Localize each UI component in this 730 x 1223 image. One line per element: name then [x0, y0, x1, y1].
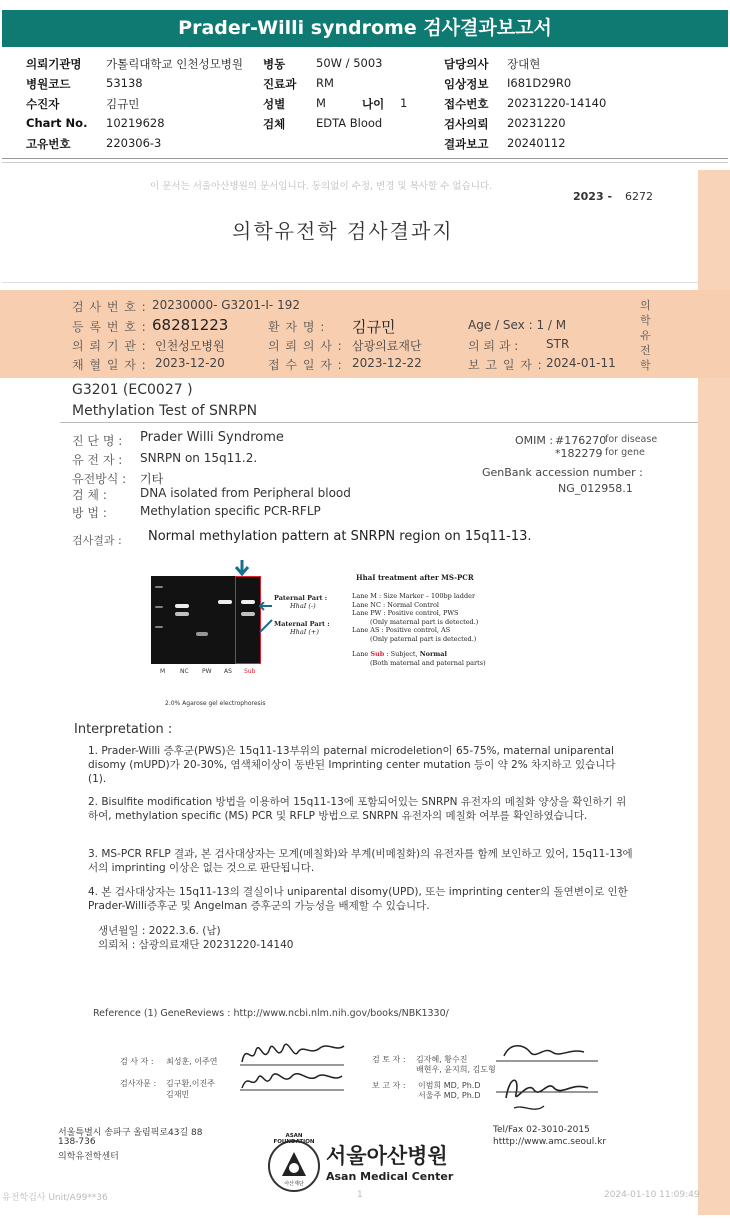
patient-name: 김규민 [352, 318, 396, 336]
legend-sub-pre: Lane [352, 650, 369, 658]
paternal-label: Paternal Part : [274, 594, 328, 602]
advisor: 김구환,이진주 [166, 1079, 215, 1088]
address-3: 의학유전학센터 [58, 1152, 119, 1162]
report-date: 2024-01-11 [546, 356, 616, 370]
label-doctor: 담당의사 [444, 57, 489, 71]
interp-3: 3. MS-PCR RFLP 결과, 본 검사대상자는 모계(메칠화)와 부계(비메칠화)의 유전자를 함께 보인하고 있어, 15q11-13에서의 imprinting 이상은 없는 것으로 판단됩니다. [88, 848, 633, 874]
doc-title: 의학유전학 검사결과지 [232, 219, 454, 243]
reporter: 이범희 MD, Ph.D [418, 1081, 481, 1090]
legend-sub-line [352, 650, 486, 659]
divider [2, 158, 728, 159]
divider [60, 422, 698, 423]
value-patient: 김규민 [106, 97, 140, 111]
lane-as: AS [224, 668, 232, 675]
value-department: RM [316, 76, 334, 90]
genbank-label: GenBank accession number : [482, 466, 643, 479]
gel-band [175, 612, 189, 616]
label-specimen: 검체 [263, 117, 286, 131]
gel-band [175, 604, 189, 608]
result-value: Normal methylation pattern at SNRPN region on 15q11-13. [148, 529, 532, 544]
report-title: Prader-Willi syndrome 검사결과보고서 [2, 10, 728, 47]
ladder-band [155, 586, 163, 588]
value-report-date: 20240112 [507, 136, 566, 150]
value-sex: M [316, 96, 326, 110]
omim-label: OMIM : [515, 434, 554, 447]
unit-id: 유전학검사 Unit/A99**36 [2, 1193, 108, 1203]
label-institution: 의뢰기관명 [26, 57, 82, 71]
interp-4: 4. 본 검사대상자는 15q11-13의 결실이나 uniparental disomy(UPD), 또는 imprinting center의 돌연변이로 인한 Prader-Willi증후군 및 Angelman 증후군의 가능성을 배제할 수 있습니다. [88, 886, 628, 912]
legend-sub: Sub [370, 650, 385, 658]
lane-pw: PW [202, 668, 212, 675]
report-label: 보 고 일 자 : [468, 358, 543, 372]
signature-image [490, 1034, 602, 1122]
legend-line: Lane NC : Normal Control [352, 600, 439, 609]
inst: 인천성모병원 [155, 339, 225, 353]
omim-disease-for: for disease [605, 434, 658, 445]
result-label: 검사결과 : [72, 534, 122, 547]
reg-no-label: 등 록 번 호 : [72, 320, 147, 334]
label-clinical-info: 임상정보 [444, 77, 489, 91]
label-hospital-code: 병원코드 [26, 77, 71, 91]
side-label [640, 298, 654, 373]
doc-no: 6272 [625, 190, 653, 203]
patient-label: 환 자 명 : [268, 320, 326, 334]
copy-notice: 이 문서는 서울아산병원의 문서입니다. 동의없이 수정, 변경 및 복사할 수 없습니다. [150, 181, 493, 192]
label-sex: 성별 [263, 97, 286, 111]
test-code: G3201 (EC0027 ) [72, 382, 193, 398]
lane-sub: Sub [244, 668, 256, 675]
maternal-label: Maternal Part : [274, 620, 330, 628]
reviewer: 김자혜, 황수진 [416, 1055, 468, 1064]
inst-label: 의 뢰 기 관 : [72, 339, 147, 353]
label-unique-no: 고유번호 [26, 137, 71, 151]
value-doctor: 장대현 [507, 57, 541, 71]
divider [2, 162, 728, 163]
interp-title: Interpretation : [74, 722, 173, 737]
value-clinical-info: I681D29R0 [507, 76, 572, 90]
doc-no-year: 2023 - [573, 190, 613, 203]
website: htttp://www.amc.seoul.kr [493, 1137, 607, 1147]
signature-image [236, 1032, 348, 1100]
reviewer-2: 배현우, 윤지희, 김도형 [416, 1065, 496, 1074]
genbank-value: NG_012958.1 [558, 482, 633, 495]
value-unique-no: 220306-3 [106, 136, 162, 150]
address-1: 서울특별시 송파구 올림픽로43길 88 [58, 1128, 203, 1138]
ladder-band [155, 606, 163, 608]
side-char: 학 [640, 359, 651, 372]
hospital-name-kr: 서울아산병원 [326, 1144, 448, 1168]
maternal-enz: HhaI (+) [290, 628, 319, 636]
legend-sub-normal: Normal [419, 650, 447, 658]
inherit-value: 기타 [140, 472, 164, 486]
address-2: 138-736 [58, 1137, 96, 1147]
tel-fax: Tel/Fax 02-3010-2015 [493, 1125, 590, 1135]
legend-line: (Only maternal part is detected.) [370, 617, 479, 626]
lane-m: M [160, 668, 166, 675]
side-char: 유 [640, 329, 651, 342]
label-receipt-no: 접수번호 [444, 97, 489, 111]
ladder-band [155, 626, 163, 628]
value-institution: 가톨릭대학교 인천성모병원 [106, 57, 243, 71]
page-number: 1 [357, 1190, 363, 1200]
collect-label: 채 혈 일 자 : [72, 358, 147, 372]
value-specimen: EDTA Blood [316, 116, 383, 130]
age-sex: Age / Sex : 1 / M [468, 318, 567, 332]
dept-label: 의 뢰 과 : [468, 339, 519, 353]
tester: 최성훈, 이주연 [166, 1057, 218, 1066]
birth-date: 생년월일 : 2022.3.6. (남) [98, 925, 221, 937]
logo-ring-text: ASAN FOUNDATION [273, 1133, 315, 1145]
specimen-value: DNA isolated from Peripheral blood [140, 486, 351, 500]
figure-legend [352, 592, 486, 667]
req-by: 삼광의료재단 [352, 339, 422, 353]
gel-image [151, 576, 261, 664]
omim-gene-for: for gene [605, 447, 645, 458]
value-age: 1 [400, 96, 408, 110]
logo-inner-text: 아산재단 [284, 1181, 304, 1187]
reporter-label: 보 고 자 : [372, 1081, 406, 1090]
requester: 의뢰처 : 삼광의료재단 20231220-14140 [98, 939, 294, 951]
gene-value: SNRPN on 15q11.2. [140, 451, 258, 465]
side-char: 학 [640, 314, 651, 327]
reporter-2: 서울주 MD, Ph.D [418, 1091, 481, 1100]
tester-label: 검 사 자 : [120, 1057, 154, 1066]
paternal-enz: HhaI (-) [290, 602, 316, 610]
divider [2, 282, 700, 283]
legend-title: HhaI treatment after MS-PCR [356, 573, 474, 582]
asan-logo [268, 1133, 320, 1192]
legend-line: (Only paternal part is detected.) [370, 634, 477, 643]
value-hospital-code: 53138 [106, 76, 143, 90]
method-label: 방 법 : [72, 506, 107, 520]
print-timestamp: 2024-01-10 11:09:49 [604, 1190, 700, 1200]
gene-label: 유 전 자 : [72, 453, 123, 467]
omim-disease: #176270 [555, 434, 607, 447]
gel-band [196, 632, 208, 636]
label-ward: 병동 [263, 57, 286, 71]
reviewer-label: 검 토 자 : [372, 1055, 406, 1064]
value-chart-no: 10219628 [106, 116, 165, 130]
method-value: Methylation specific PCR-RFLP [140, 504, 321, 518]
interp-1: 1. Prader-Willi 증후군(PWS)은 15q11-13부위의 paternal microdeletion이 65-75%, maternal uniparental disomy (mUPD)가 20-30%, 염색체이상이 동반된 Imprinting center mutation 등이 약 2% 차지하고 있습니다 (1). [88, 745, 616, 785]
legend-line: Lane AS : Positive control, AS [352, 626, 451, 634]
test-no: 20230000- G3201-I- 192 [152, 298, 300, 312]
omim-gene: *182279 [555, 447, 603, 460]
gel-band [218, 600, 232, 604]
dept: STR [546, 337, 570, 351]
legend-line: Lane PW : Positive control, PWS [352, 609, 459, 617]
reg-no: 68281223 [152, 316, 229, 334]
hospital-name-en: Asan Medical Center [326, 1170, 454, 1183]
req-by-label: 의 뢰 의 사 : [268, 339, 343, 353]
gel-caption: 2.0% Agarose gel electrophoresis [165, 700, 266, 707]
lane-nc: NC [180, 668, 189, 675]
test-no-label: 검 사 번 호 : [72, 300, 147, 314]
legend-sub-post: : Subject, [386, 650, 418, 658]
side-char: 전 [640, 344, 651, 357]
value-receipt-no: 20231220-14140 [507, 96, 607, 110]
label-chart-no: Chart No. [26, 116, 88, 130]
value-request-date: 20231220 [507, 116, 566, 130]
side-char: 의 [640, 299, 651, 312]
test-name: Methylation Test of SNRPN [72, 403, 258, 419]
patient-info-grid [0, 52, 730, 157]
interp-2: 2. Bisulfite modification 방법을 이용하여 15q11-13에 포함되어있는 SNRPN 유전자의 메칠화 양상을 확인하기 위하여, methylation specific (MS) PCR 및 RFLP 방법으로 SNRPN 유전자의 메칠화 여부를 확인하였습니다. [88, 796, 627, 822]
label-patient: 수진자 [26, 97, 60, 111]
legend-line: (Both maternal and paternal parts) [370, 658, 486, 667]
value-ward: 50W / 5003 [316, 56, 383, 70]
label-report-date: 결과보고 [444, 137, 489, 151]
legend-line: Lane M : Size Marker – 100bp ladder [352, 592, 476, 600]
arrow-down-icon [234, 560, 250, 578]
diag-value: Prader Willi Syndrome [140, 430, 284, 445]
recv-label: 접 수 일 자 : [268, 358, 343, 372]
pointer-arrows [258, 602, 274, 638]
advisor-2: 김재민 [166, 1090, 190, 1099]
reference: Reference (1) GeneReviews : http://www.ncbi.nlm.nih.gov/books/NBK1330/ [93, 1008, 449, 1019]
advisor-label: 검사자문 : [120, 1079, 157, 1088]
scanned-report [0, 170, 730, 1215]
diag-label: 진 단 명 : [72, 434, 123, 448]
label-department: 진료과 [263, 77, 297, 91]
label-age: 나이 [362, 97, 385, 111]
collect-date: 2023-12-20 [155, 356, 225, 370]
label-request-date: 검사의뢰 [444, 117, 489, 131]
specimen-label: 검 체 : [72, 488, 107, 502]
recv-date: 2023-12-22 [352, 356, 422, 370]
inherit-label: 유전방식 : [72, 472, 127, 486]
